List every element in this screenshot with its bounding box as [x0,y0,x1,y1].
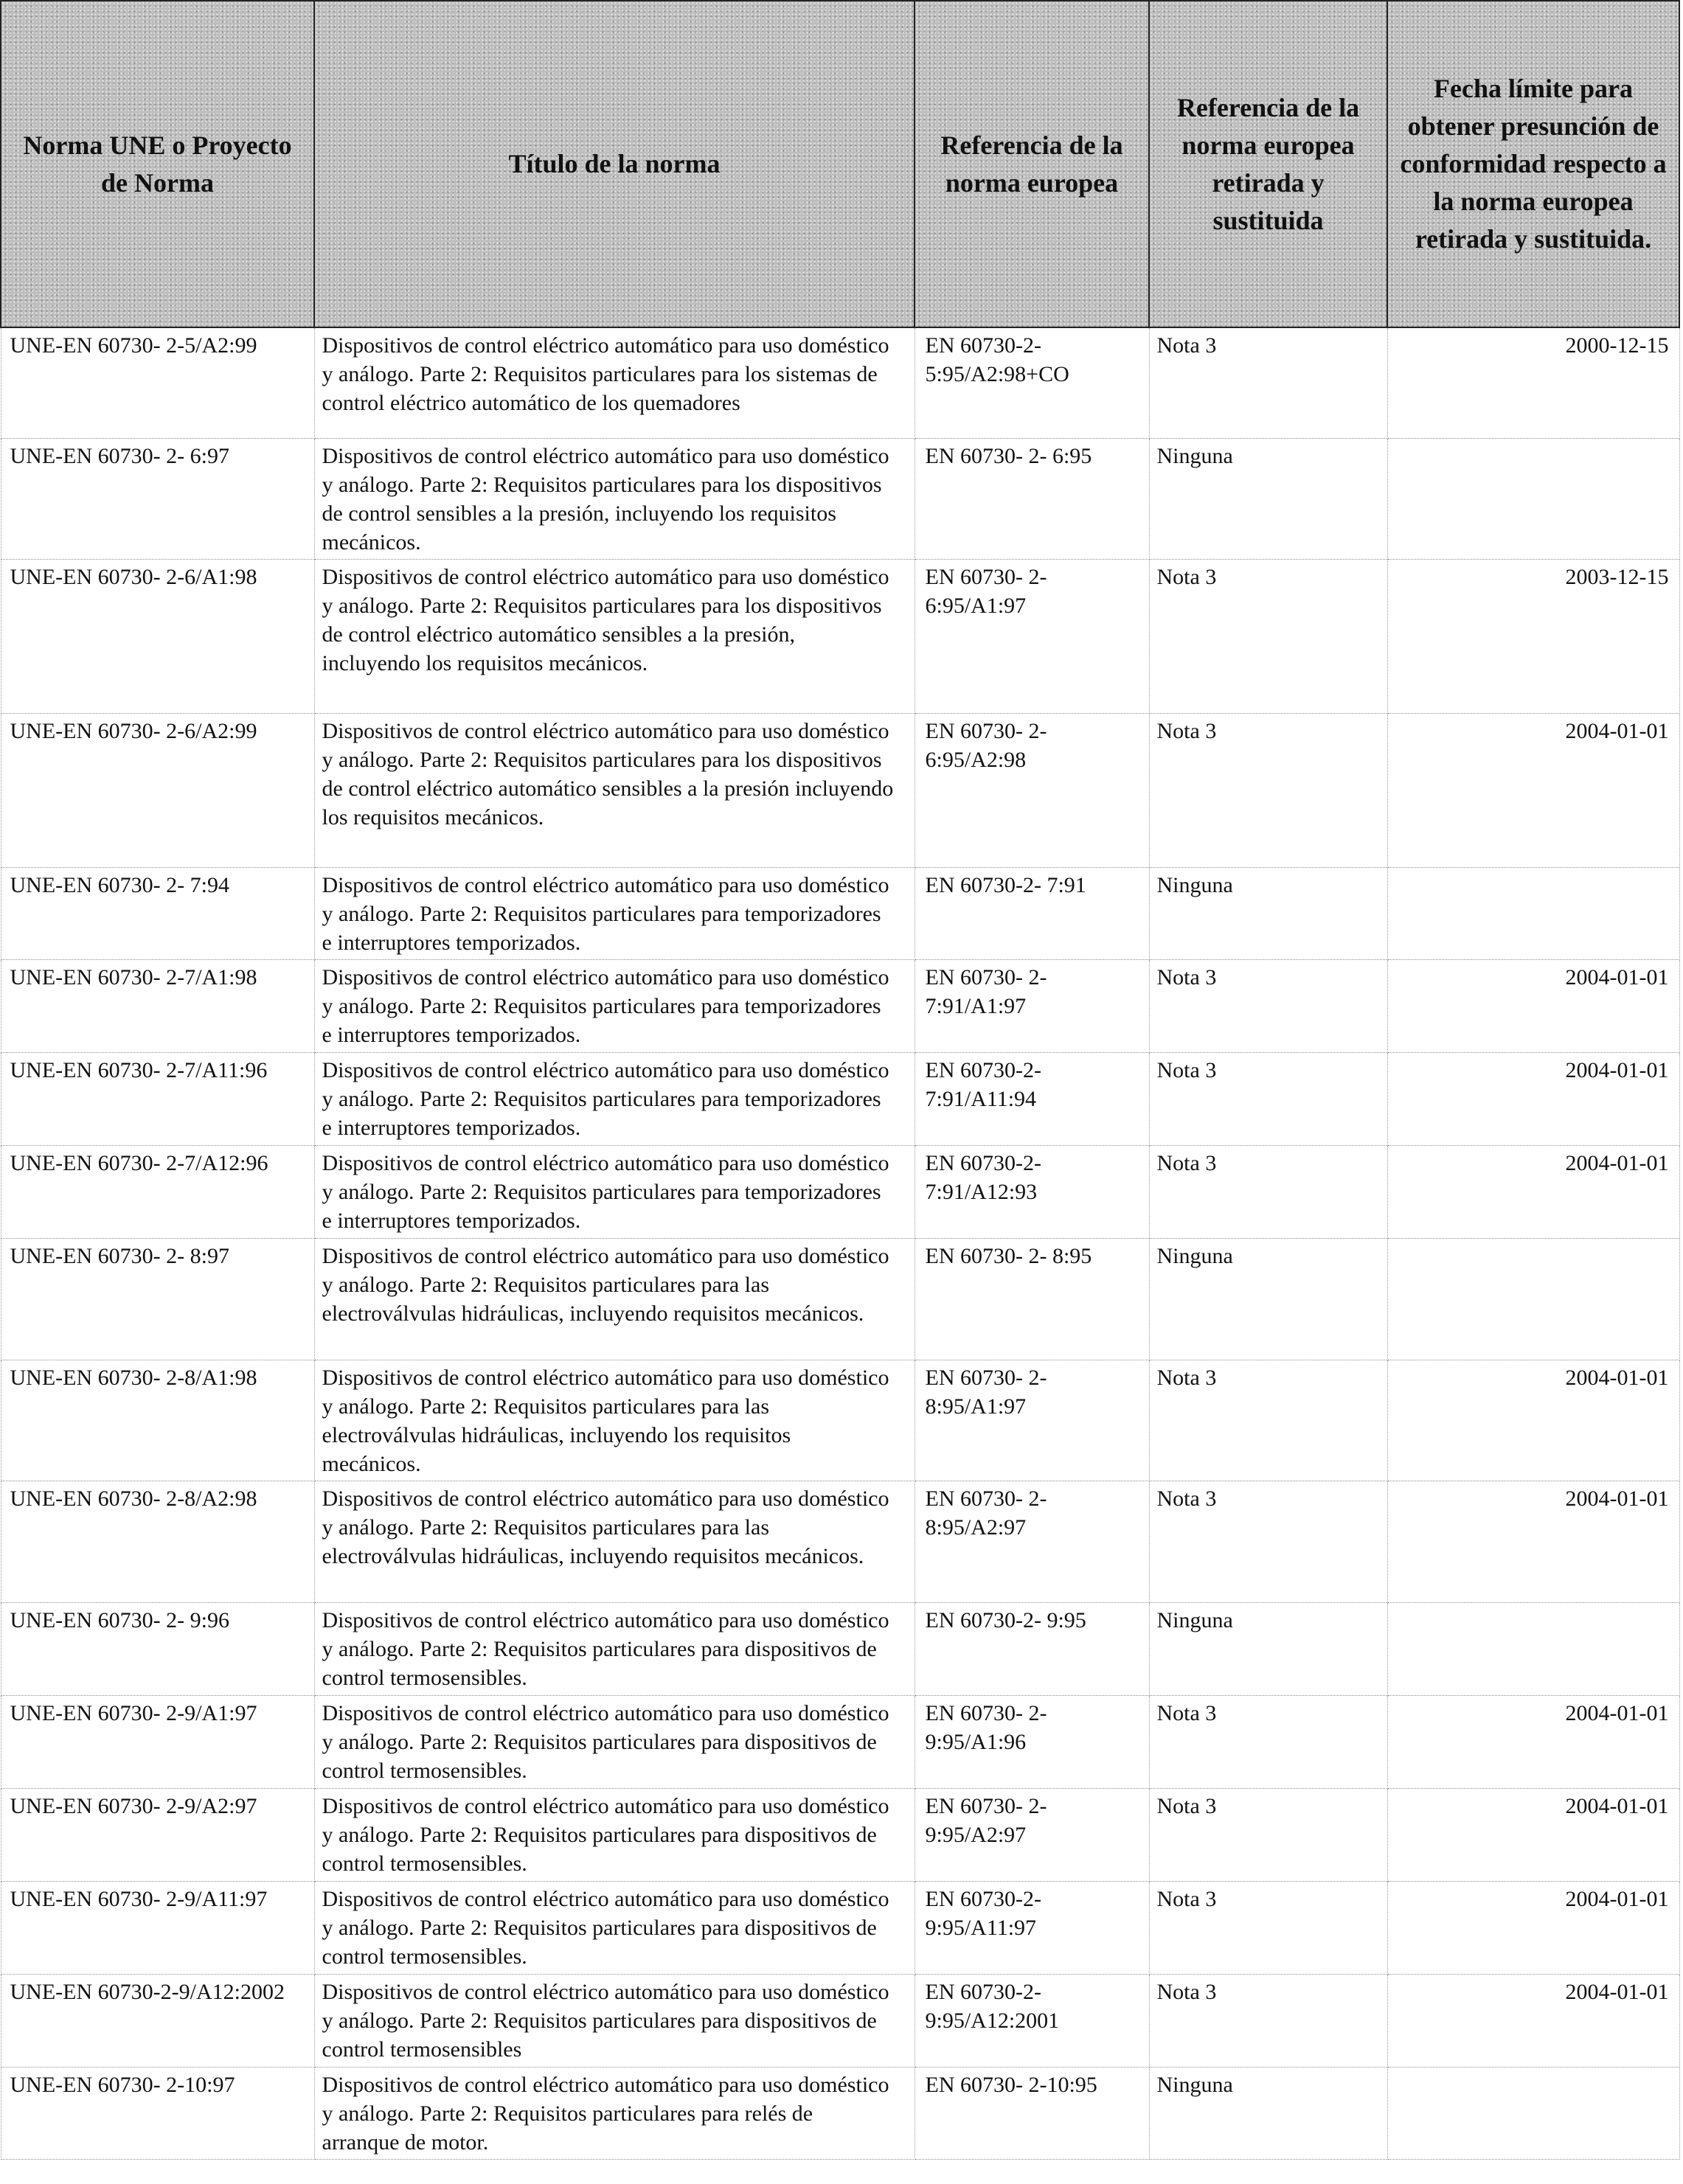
table-row [1,1145,1679,1238]
cell-fecha-limite: 2004-01-01 [1387,1052,1679,1145]
cell-titulo-norma: Dispositivos de control eléctrico automático para uso doméstico y análogo. Parte 2: Requisitos particulares para las electroválvulas hidráulicas, incluyendo requisitos mecánicos. [314,1481,915,1602]
table-row [1,1481,1679,1602]
cell-referencia-retirada: Nota 3 [1149,1974,1387,2067]
cell-fecha-limite [1387,867,1679,959]
cell-norma-une: UNE-EN 60730-2-9/A12:2002 [1,1974,314,2067]
cell-norma-une: UNE-EN 60730- 2-8/A1:98 [1,1360,314,1481]
table-row [1,1238,1679,1360]
cell-referencia-retirada: Nota 3 [1149,1695,1387,1788]
cell-referencia-retirada: Nota 3 [1149,1881,1387,1974]
table-row [1,1974,1679,2067]
cell-referencia-retirada: Ninguna [1149,2067,1387,2159]
cell-fecha-limite [1387,2067,1679,2159]
cell-norma-une: UNE-EN 60730- 2-10:97 [1,2067,314,2159]
cell-referencia-retirada: Nota 3 [1149,959,1387,1052]
table-row [1,713,1679,867]
cell-norma-une: UNE-EN 60730- 2- 6:97 [1,438,314,559]
header-titulo-norma: Título de la norma [314,1,915,327]
cell-titulo-norma: Dispositivos de control eléctrico automático para uso doméstico y análogo. Parte 2: Requisitos particulares para temporizadores e interruptores temporizados. [314,1052,915,1145]
header-norma-une: Norma UNE o Proyecto de Norma [1,1,314,327]
cell-norma-une: UNE-EN 60730- 2- 9:96 [1,1602,314,1695]
header-referencia-europea: Referencia de la norma europea [915,1,1149,327]
cell-referencia-europea: EN 60730-2-7:91/A12:93 [915,1145,1149,1238]
cell-titulo-norma: Dispositivos de control eléctrico automático para uso doméstico y análogo. Parte 2: Requisitos particulares para las electroválvulas hidráulicas, incluyendo los requisitos mecánicos. [314,1360,915,1481]
table-row [1,2067,1679,2159]
table-row [1,1602,1679,1695]
cell-fecha-limite [1387,438,1679,559]
cell-referencia-europea: EN 60730-2-9:95/A11:97 [915,1881,1149,1974]
cell-referencia-retirada: Ninguna [1149,1602,1387,1695]
cell-referencia-retirada: Nota 3 [1149,713,1387,867]
cell-titulo-norma: Dispositivos de control eléctrico automático para uso doméstico y análogo. Parte 2: Requisitos particulares para temporizadores e interruptores temporizados. [314,959,915,1052]
table-header [1,1,1679,327]
cell-titulo-norma: Dispositivos de control eléctrico automático para uso doméstico y análogo. Parte 2: Requisitos particulares para relés de arranque de motor. [314,2067,915,2159]
table-row [1,1052,1679,1145]
cell-referencia-europea: EN 60730-2- 7:91 [915,867,1149,959]
cell-titulo-norma: Dispositivos de control eléctrico automático para uso doméstico y análogo. Parte 2: Requisitos particulares para los dispositivos de control eléctrico automático sensibles a la presión, incluyendo los requisitos mecánicos. [314,559,915,713]
cell-norma-une: UNE-EN 60730- 2-9/A11:97 [1,1881,314,1974]
cell-referencia-europea: EN 60730- 2-6:95/A1:97 [915,559,1149,713]
cell-titulo-norma: Dispositivos de control eléctrico automático para uso doméstico y análogo. Parte 2: Requisitos particulares para temporizadores e interruptores temporizados. [314,1145,915,1238]
cell-referencia-retirada: Nota 3 [1149,1788,1387,1881]
cell-fecha-limite [1387,1602,1679,1695]
cell-fecha-limite: 2004-01-01 [1387,1788,1679,1881]
cell-titulo-norma: Dispositivos de control eléctrico automático para uso doméstico y análogo. Parte 2: Requisitos particulares para dispositivos de control termosensibles. [314,1788,915,1881]
cell-titulo-norma: Dispositivos de control eléctrico automático para uso doméstico y análogo. Parte 2: Requisitos particulares para los dispositivos de control sensibles a la presión, incluyendo los requisitos mecánicos. [314,438,915,559]
cell-referencia-retirada: Nota 3 [1149,1481,1387,1602]
cell-referencia-retirada: Nota 3 [1149,1360,1387,1481]
cell-norma-une: UNE-EN 60730- 2-5/A2:99 [1,327,314,438]
cell-norma-une: UNE-EN 60730- 2-7/A12:96 [1,1145,314,1238]
table-body [1,327,1679,2159]
cell-norma-une: UNE-EN 60730- 2- 8:97 [1,1238,314,1360]
cell-referencia-europea: EN 60730- 2- 6:95 [915,438,1149,559]
cell-titulo-norma: Dispositivos de control eléctrico automático para uso doméstico y análogo. Parte 2: Requisitos particulares para dispositivos de control termosensibles. [314,1881,915,1974]
cell-norma-une: UNE-EN 60730- 2-9/A2:97 [1,1788,314,1881]
cell-referencia-europea: EN 60730- 2-8:95/A2:97 [915,1481,1149,1602]
header-referencia-retirada: Referencia de la norma europea retirada y sustituida [1149,1,1387,327]
cell-referencia-europea: EN 60730- 2-6:95/A2:98 [915,713,1149,867]
cell-fecha-limite: 2004-01-01 [1387,959,1679,1052]
cell-referencia-retirada: Ninguna [1149,867,1387,959]
cell-norma-une: UNE-EN 60730- 2-6/A1:98 [1,559,314,713]
cell-referencia-europea: EN 60730-2-9:95/A12:2001 [915,1974,1149,2067]
cell-norma-une: UNE-EN 60730- 2-7/A11:96 [1,1052,314,1145]
table-row [1,1788,1679,1881]
table-row [1,327,1679,438]
header-row [1,1,1679,327]
cell-referencia-europea: EN 60730-2-7:91/A11:94 [915,1052,1149,1145]
cell-fecha-limite: 2004-01-01 [1387,1881,1679,1974]
cell-fecha-limite: 2004-01-01 [1387,1974,1679,2067]
cell-norma-une: UNE-EN 60730- 2-8/A2:98 [1,1481,314,1602]
table-row [1,1360,1679,1481]
cell-titulo-norma: Dispositivos de control eléctrico automático para uso doméstico y análogo. Parte 2: Requisitos particulares para las electroválvulas hidráulicas, incluyendo requisitos mecánicos. [314,1238,915,1360]
cell-norma-une: UNE-EN 60730- 2-6/A2:99 [1,713,314,867]
table-row [1,867,1679,959]
cell-fecha-limite: 2004-01-01 [1387,1360,1679,1481]
cell-fecha-limite: 2004-01-01 [1387,713,1679,867]
cell-titulo-norma: Dispositivos de control eléctrico automático para uso doméstico y análogo. Parte 2: Requisitos particulares para temporizadores e interruptores temporizados. [314,867,915,959]
cell-norma-une: UNE-EN 60730- 2-9/A1:97 [1,1695,314,1788]
cell-titulo-norma: Dispositivos de control eléctrico automático para uso doméstico y análogo. Parte 2: Requisitos particulares para dispositivos de control termosensibles [314,1974,915,2067]
table-row [1,1881,1679,1974]
table-row [1,559,1679,713]
cell-titulo-norma: Dispositivos de control eléctrico automático para uso doméstico y análogo. Parte 2: Requisitos particulares para dispositivos de control termosensibles. [314,1695,915,1788]
cell-referencia-europea: EN 60730- 2-9:95/A2:97 [915,1788,1149,1881]
table-row [1,438,1679,559]
cell-norma-une: UNE-EN 60730- 2- 7:94 [1,867,314,959]
header-fecha-limite: Fecha límite para obtener presunción de conformidad respecto a la norma europea retirada y sustituida. [1387,1,1679,327]
cell-referencia-europea: EN 60730- 2-8:95/A1:97 [915,1360,1149,1481]
cell-referencia-retirada: Nota 3 [1149,327,1387,438]
table-row [1,959,1679,1052]
cell-referencia-europea: EN 60730- 2- 8:95 [915,1238,1149,1360]
cell-referencia-europea: EN 60730- 2-9:95/A1:96 [915,1695,1149,1788]
table-row [1,1695,1679,1788]
cell-referencia-retirada: Nota 3 [1149,559,1387,713]
cell-titulo-norma: Dispositivos de control eléctrico automático para uso doméstico y análogo. Parte 2: Requisitos particulares para los dispositivos de control eléctrico automático sensibles a la presión incluyendo los requisitos mecánicos. [314,713,915,867]
cell-fecha-limite: 2004-01-01 [1387,1145,1679,1238]
cell-referencia-retirada: Ninguna [1149,1238,1387,1360]
cell-fecha-limite: 2004-01-01 [1387,1695,1679,1788]
cell-referencia-retirada: Nota 3 [1149,1145,1387,1238]
cell-referencia-retirada: Nota 3 [1149,1052,1387,1145]
cell-titulo-norma: Dispositivos de control eléctrico automático para uso doméstico y análogo. Parte 2: Requisitos particulares para dispositivos de control termosensibles. [314,1602,915,1695]
cell-titulo-norma: Dispositivos de control eléctrico automático para uso doméstico y análogo. Parte 2: Requisitos particulares para los sistemas de control eléctrico automático de los quemadores [314,327,915,438]
cell-referencia-retirada: Ninguna [1149,438,1387,559]
cell-referencia-europea: EN 60730-2-5:95/A2:98+CO [915,327,1149,438]
cell-referencia-europea: EN 60730- 2-7:91/A1:97 [915,959,1149,1052]
cell-referencia-europea: EN 60730- 2-10:95 [915,2067,1149,2159]
cell-fecha-limite [1387,1238,1679,1360]
cell-fecha-limite: 2003-12-15 [1387,559,1679,713]
cell-fecha-limite: 2004-01-01 [1387,1481,1679,1602]
cell-norma-une: UNE-EN 60730- 2-7/A1:98 [1,959,314,1052]
cell-referencia-europea: EN 60730-2- 9:95 [915,1602,1149,1695]
cell-fecha-limite: 2000-12-15 [1387,327,1679,438]
